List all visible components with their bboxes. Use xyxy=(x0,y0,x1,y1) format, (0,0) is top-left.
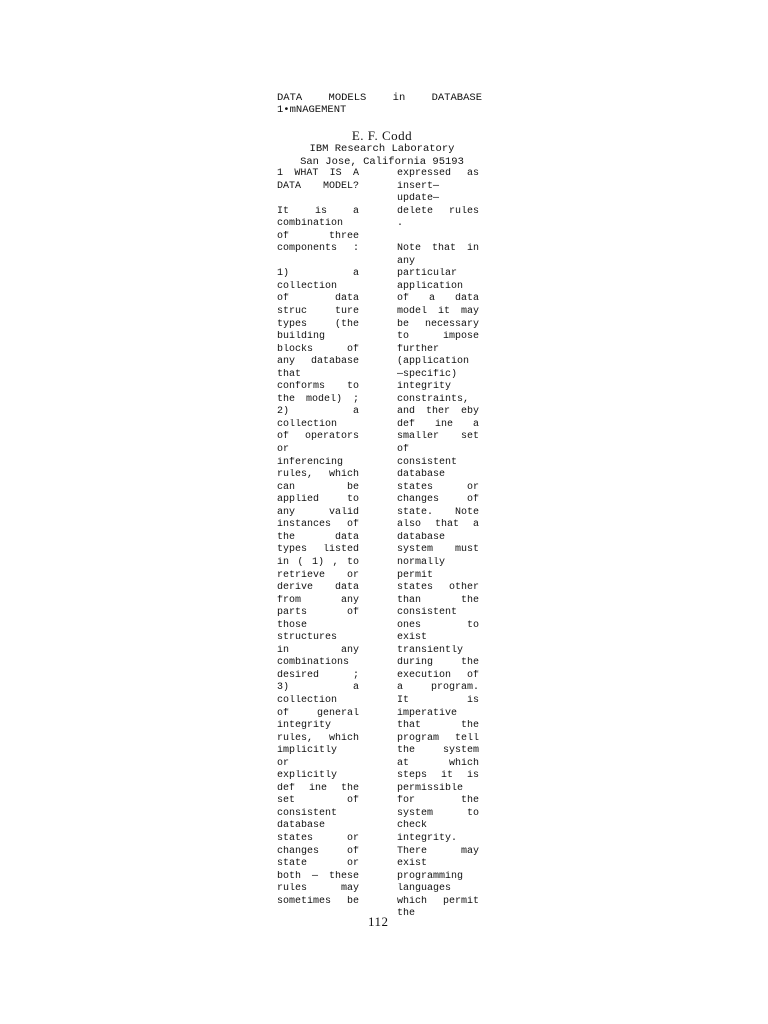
author-location: San Jose, California 95193 xyxy=(300,155,464,168)
text-line: normally xyxy=(397,556,446,568)
text-line: collection xyxy=(277,694,338,706)
text-line: and ther eby xyxy=(397,406,479,418)
text-line: of a data xyxy=(397,293,479,305)
text-line: smaller set xyxy=(397,431,479,443)
text-line: def ine a xyxy=(397,418,479,430)
page-number: 112 xyxy=(368,914,389,929)
text-line: the data xyxy=(277,531,359,543)
text-line: which permit xyxy=(397,895,479,907)
text-line: states other xyxy=(397,582,479,594)
text-line: steps it is xyxy=(397,770,479,782)
text-line: def ine the xyxy=(277,782,359,794)
text-line: integrity xyxy=(397,381,452,393)
text-line: derive data xyxy=(277,582,359,594)
text-line: of general xyxy=(277,707,359,719)
text-line: particular xyxy=(397,268,458,280)
text-line: building xyxy=(277,331,326,343)
text-line: 2) a xyxy=(277,406,359,418)
text-line: instances of xyxy=(277,519,359,531)
text-line: languages xyxy=(397,883,452,895)
text-line: combination xyxy=(277,218,344,230)
text-line: update— xyxy=(397,193,440,205)
text-line: consistent xyxy=(277,807,338,819)
text-line: ones to xyxy=(397,619,479,631)
text-line: the model) ; xyxy=(277,393,359,405)
text-line: system must xyxy=(397,544,479,556)
text-line: that xyxy=(277,368,302,380)
text-line: in ( 1) , to xyxy=(277,556,359,568)
text-line: program tell xyxy=(397,732,479,744)
left-text-column xyxy=(277,168,359,908)
text-line: blocks of xyxy=(277,343,359,355)
text-line: from any xyxy=(277,594,359,606)
text-line: of xyxy=(397,444,410,456)
text-line: database xyxy=(397,469,446,481)
text-line: for the xyxy=(397,795,479,807)
text-line xyxy=(277,193,359,206)
text-line: delete rules xyxy=(397,205,479,217)
text-line: Note that in xyxy=(397,243,479,255)
text-line: 1) a xyxy=(277,268,359,280)
text-line: consistent xyxy=(397,456,458,468)
text-line: further xyxy=(397,343,440,355)
text-line: state. Note xyxy=(397,506,479,518)
author-name: E. F. Codd xyxy=(351,128,413,143)
text-line: types (the xyxy=(277,318,359,330)
text-line: permit xyxy=(397,569,434,581)
text-line: —specific) xyxy=(397,368,458,380)
text-line: permissible xyxy=(397,782,464,794)
text-line: to impose xyxy=(397,331,479,343)
text-line: at which xyxy=(397,757,479,769)
text-line: execution of xyxy=(397,669,479,681)
text-line: consistent xyxy=(397,607,458,619)
text-line: DATA MODEL? xyxy=(277,180,359,192)
text-line: also that a xyxy=(397,519,479,531)
text-line: a program. xyxy=(397,682,479,694)
text-line: changes of xyxy=(397,494,479,506)
text-line: . xyxy=(397,218,404,230)
text-line: retrieve or xyxy=(277,569,359,581)
text-line: of three xyxy=(277,230,359,242)
text-line: 1 WHAT IS A xyxy=(277,168,359,179)
text-line: explicitly xyxy=(277,770,338,782)
text-line: or xyxy=(277,757,290,769)
text-line: It is a xyxy=(277,205,359,217)
text-line: rules, which xyxy=(277,469,359,481)
text-line: expressed as xyxy=(397,168,479,179)
text-line: of data xyxy=(277,293,359,305)
text-line: transiently xyxy=(397,644,464,656)
text-line: database xyxy=(277,820,326,832)
text-line: applied to xyxy=(277,494,359,506)
text-line: exist xyxy=(397,858,428,870)
text-line: state or xyxy=(277,858,359,870)
author-affiliation: IBM Research Laboratory xyxy=(309,143,455,155)
document-title-line-2: 1•mNAGEMENT xyxy=(277,104,347,116)
text-line: during the xyxy=(397,657,479,669)
text-line: (application xyxy=(397,356,470,368)
text-line: integrity xyxy=(277,720,332,732)
text-line: exist xyxy=(397,632,428,644)
text-line xyxy=(397,231,479,244)
text-line: sometimes be xyxy=(277,895,359,907)
text-line: any valid xyxy=(277,506,359,518)
text-line: that the xyxy=(397,720,479,732)
text-line: implicitly xyxy=(277,745,338,757)
text-line: both — these xyxy=(277,870,359,882)
text-line: rules, which xyxy=(277,732,359,744)
text-line: insert— xyxy=(397,180,440,192)
text-line: inferencing xyxy=(277,456,344,468)
text-line: system to xyxy=(397,807,479,819)
text-line: types listed xyxy=(277,544,359,556)
text-line: application xyxy=(397,280,464,292)
text-line: set of xyxy=(277,795,359,807)
text-line: than the xyxy=(397,594,479,606)
text-line: be necessary xyxy=(397,318,479,330)
text-line: the xyxy=(397,908,416,920)
text-line: changes of xyxy=(277,845,359,857)
text-line: of operators xyxy=(277,431,359,443)
text-line: struc ture xyxy=(277,306,359,318)
text-line: any database xyxy=(277,356,359,368)
text-line: in any xyxy=(277,644,359,656)
text-line: collection xyxy=(277,280,338,292)
text-line: programming xyxy=(397,870,464,882)
text-line: rules may xyxy=(277,883,359,895)
text-line: those xyxy=(277,619,308,631)
text-line: the system xyxy=(397,745,479,757)
text-line: or xyxy=(277,444,290,456)
text-line: database xyxy=(397,531,446,543)
text-line: desired ; xyxy=(277,669,359,681)
text-line: can be xyxy=(277,481,359,493)
text-line: There may xyxy=(397,845,479,857)
text-line: states or xyxy=(397,481,479,493)
text-line: components : xyxy=(277,243,359,255)
text-line: It is xyxy=(397,694,479,706)
text-line: 3) a xyxy=(277,682,359,694)
text-line: constraints, xyxy=(397,393,470,405)
text-line: model it may xyxy=(397,306,479,318)
text-line: integrity. xyxy=(397,832,458,844)
text-line: conforms to xyxy=(277,381,359,393)
text-line: imperative xyxy=(397,707,458,719)
text-line: structures xyxy=(277,632,338,644)
text-line: states or xyxy=(277,832,359,844)
document-title-line-1: DATA MODELS in DATABASE xyxy=(277,92,482,104)
text-line: combinations xyxy=(277,657,350,669)
text-line: parts of xyxy=(277,607,359,619)
text-line: collection xyxy=(277,418,338,430)
text-line xyxy=(277,256,359,269)
text-line: any xyxy=(397,255,416,267)
text-line: check xyxy=(397,820,428,832)
right-text-column xyxy=(397,168,479,921)
